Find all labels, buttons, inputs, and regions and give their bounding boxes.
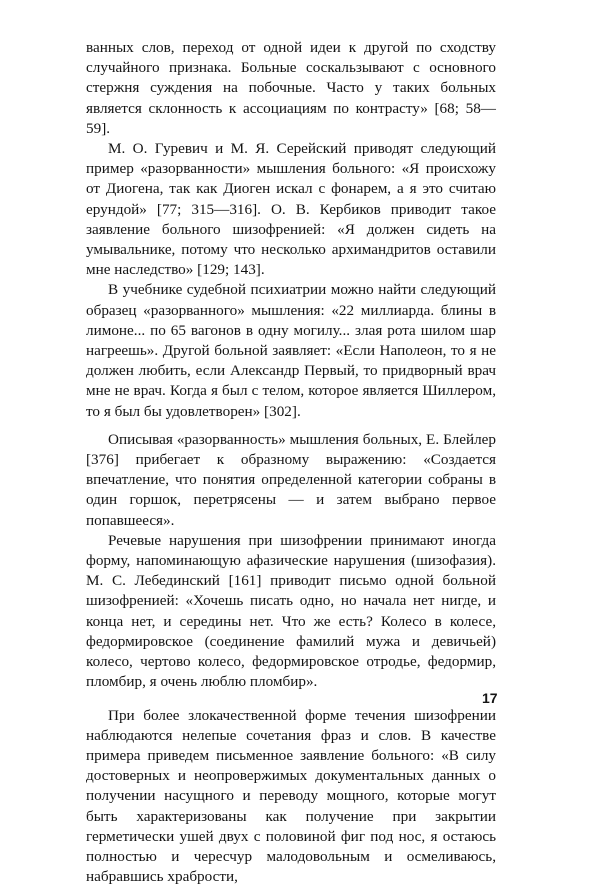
paragraph-6: При более злокачественной форме течения шизофрении наблюдаются нелепые сочетания фраз и слов. В качестве примера приведем письменное заявление больного: «В силу достоверных и неопровержимых документальных данных о получении насущного и переводу мощного, которые могут быть характеризованы как получение при закрытии герметически ушей двух с половиной фиг под нос, я остаюсь полностью и чересчур малодовольным и осмеливаюсь, набравшись храбрости, — [86, 706, 496, 887]
page-number: 17 — [482, 690, 498, 706]
paragraph-5: Речевые нарушения при шизофрении принимают иногда форму, напоминающую афазические нарушения (шизофазия). М. С. Лебединский [161] приводит письмо одной больной шизофренией: «Хочешь писать одно, но начала нет нигде, и конца нет, и середины нет. Что же есть? Колесо в колесе, федормировское (соединение фамилий мужа и девичьей) колесо, чертово колесо, федормировское отродье, федормир, пломбир, я очень люблю пломбир». — [86, 531, 496, 693]
page-body — [86, 38, 496, 887]
paragraph-3: В учебнике судебной психиатрии можно найти следующий образец «разорванного» мышления: «22 миллиарда. блины в лимоне... по 65 вагонов в одну могилу... злая рота шилом шар нагреешь». Другой больной заявляет: «Если Наполеон, то я не должен любить, если Александр Первый, то придворный врач мне не врач. Когда я был с телом, которое является Шиллером, то я был бы удовлетворен» [302]. — [86, 280, 496, 421]
paragraph-1: ванных слов, переход от одной идеи к другой по сходству случайного признака. Больные соскальзывают с основного стержня суждения на побочные. Часто у таких больных является склонность к ассоциациям по контрасту» [68; 58—59]. — [86, 38, 496, 139]
paragraph-4: Описывая «разорванность» мышления больных, Е. Блейлер [376] прибегает к образному выражению: «Создается впечатление, что понятия определенной категории собраны в один горшок, перетрясены — и затем выбрано первое попавшееся». — [86, 430, 496, 531]
paragraph-2: М. О. Гуревич и М. Я. Серейский приводят следующий пример «разорванности» мышления больного: «Я происхожу от Диогена, так как Диоген искал с фонарем, а я это считаю ерундой» [77; 315—316]. О. В. Кербиков приводит такое заявление больного шизофренией: «Я должен сидеть на умывальнике, потому что несколько архимандритов оставили мне наследство» [129; 143]. — [86, 139, 496, 280]
